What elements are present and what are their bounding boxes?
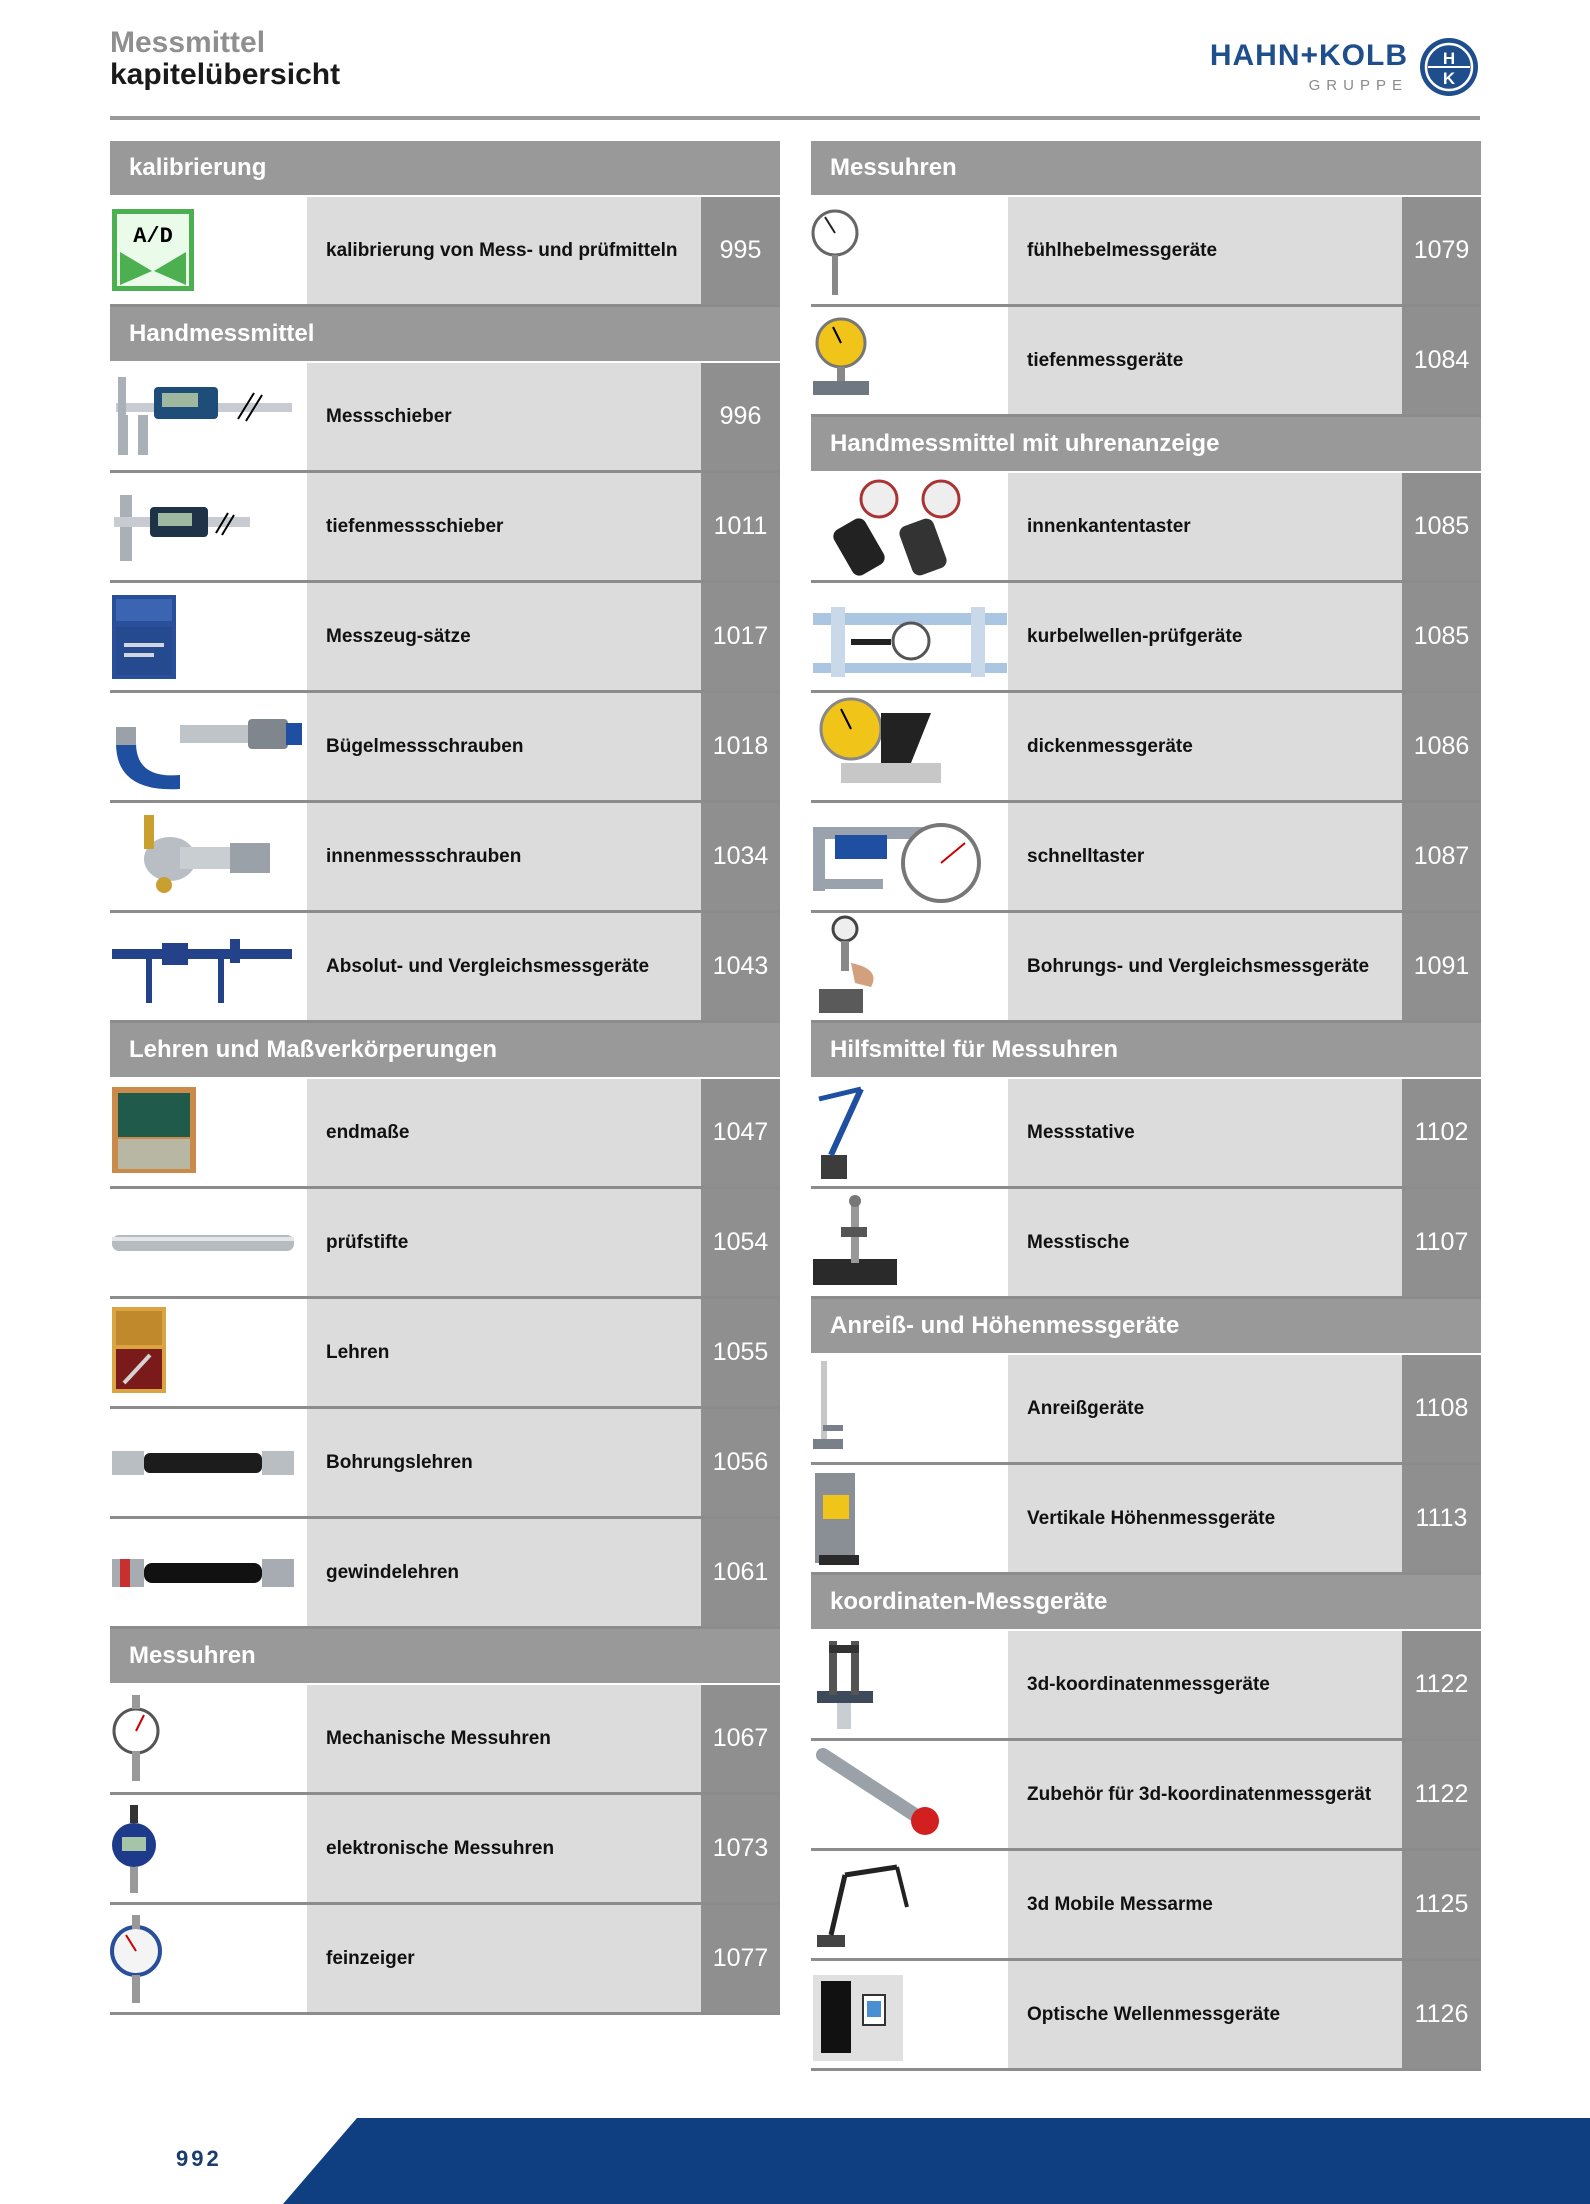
brand-logo [1210,34,1480,100]
section-header: Lehren und Maßverkörperungen [110,1023,780,1077]
entry-page-number[interactable]: 1122 [1402,1631,1481,1738]
entry-label[interactable]: feinzeiger [307,1905,701,2012]
catalog-entry[interactable] [110,693,780,803]
entry-label[interactable]: tiefenmessschieber [307,473,701,580]
measuring-table-icon [811,1189,1008,1296]
cmm-machine-icon [811,1631,1008,1738]
catalog-entry[interactable] [811,1631,1481,1741]
entry-label[interactable]: fühlhebelmessgeräte [1008,197,1402,304]
right-column [811,141,1481,2071]
hk-logo-icon [1418,36,1480,98]
product-image [110,1905,307,2012]
thread-gauge-icon [110,1519,307,1626]
product-image [811,1631,1008,1738]
entry-page-number[interactable]: 1125 [1402,1851,1481,1958]
entry-page-number[interactable]: 1043 [701,913,780,1020]
entry-label[interactable]: 3d-koordinatenmessgeräte [1008,1631,1402,1738]
entry-page-number[interactable]: 1047 [701,1079,780,1186]
micrometer-icon [110,693,307,800]
precision-indicator-icon [110,1905,307,2012]
catalog-entry[interactable] [811,583,1481,693]
calibration-ad-icon [110,197,307,304]
thickness-gauge-icon [811,693,1008,800]
product-image [811,1465,1008,1572]
depth-gauge-icon [811,307,1008,414]
catalog-entry[interactable] [110,1685,780,1795]
footer-bar [0,2118,1590,2204]
catalog-entry[interactable] [811,1961,1481,2071]
entry-label[interactable]: Messstative [1008,1079,1402,1186]
product-image [110,197,307,304]
section-header: Handmessmittel [110,307,780,361]
catalog-entry[interactable] [811,197,1481,307]
entry-label[interactable]: Messzeug-sätze [307,583,701,690]
caliper-icon [110,363,307,470]
catalog-entry[interactable] [110,1079,780,1189]
catalog-entry[interactable] [110,1795,780,1905]
chapter-title-line2: kapitelübersicht [110,58,341,91]
entry-page-number[interactable]: 1034 [701,803,780,910]
gauge-box-icon [110,1299,307,1406]
optical-shaft-gauge-icon [811,1961,1008,2068]
entry-label[interactable]: Bügelmessschrauben [307,693,701,800]
section-header: Messuhren [110,1629,780,1683]
inside-micrometer-icon [110,803,307,910]
catalog-entry[interactable] [811,1189,1481,1299]
chapter-title [110,28,340,90]
entry-page-number[interactable]: 1061 [701,1519,780,1626]
product-image [110,583,307,690]
entry-page-number[interactable]: 996 [701,363,780,470]
chapter-title-line1: Messmittel [110,26,266,59]
entry-label[interactable]: Lehren [307,1299,701,1406]
entry-label[interactable]: Messtische [1008,1189,1402,1296]
entry-label[interactable]: gewindelehren [307,1519,701,1626]
entry-label[interactable]: Bohrungs- und Vergleichsmessgeräte [1008,913,1402,1020]
entry-page-number[interactable]: 1073 [701,1795,780,1902]
product-image [811,1851,1008,1958]
brand-logo-text: HAHN+KOLB [1209,38,1408,72]
entry-page-number[interactable]: 1085 [1402,583,1481,690]
product-image [110,1795,307,1902]
entry-page-number[interactable]: 1017 [701,583,780,690]
entry-label[interactable]: Anreißgeräte [1008,1355,1402,1462]
catalog-entry[interactable] [811,473,1481,583]
dial-caliper-gauge-icon [811,803,1008,910]
catalog-entry[interactable] [110,1905,780,2015]
product-image [811,693,1008,800]
entry-page-number[interactable]: 1084 [1402,307,1481,414]
product-image [811,473,1008,580]
product-image [110,473,307,580]
entry-label[interactable]: Absolut- und Vergleichsmessgeräte [307,913,701,1020]
gauge-block-set-icon [110,1079,307,1186]
section-header: Messuhren [811,141,1481,195]
svg-text:K: K [1442,69,1456,88]
entry-page-number[interactable]: 1126 [1402,1961,1481,2068]
catalog-entry[interactable] [110,363,780,473]
entry-page-number[interactable]: 1055 [701,1299,780,1406]
product-image [110,1519,307,1626]
section-header: Hilfsmittel für Messuhren [811,1023,1481,1077]
bore-gauge-icon [811,913,1008,1020]
product-image [811,913,1008,1020]
entry-page-number[interactable]: 1056 [701,1409,780,1516]
catalog-entry[interactable] [811,1079,1481,1189]
product-image [811,1355,1008,1462]
catalog-entry[interactable] [811,1465,1481,1575]
catalog-entry[interactable] [110,1299,780,1409]
entry-page-number[interactable]: 1108 [1402,1355,1481,1462]
entry-page-number[interactable]: 995 [701,197,780,304]
entry-page-number[interactable]: 1079 [1402,197,1481,304]
catalog-entry[interactable] [110,583,780,693]
entry-label[interactable]: Vertikale Höhenmessgeräte [1008,1465,1402,1572]
entry-page-number[interactable]: 1018 [701,693,780,800]
entry-label[interactable]: Messschieber [307,363,701,470]
dial-indicator-icon [110,1685,307,1792]
left-column [110,141,780,2015]
height-scriber-icon [811,1355,1008,1462]
entry-label[interactable]: elektronische Messuhren [307,1795,701,1902]
catalog-entry[interactable] [110,1189,780,1299]
product-image [811,197,1008,304]
catalog-entry[interactable] [110,803,780,913]
depth-caliper-icon [110,473,307,580]
product-image [110,1079,307,1186]
brand-logo-subtext: GRUPPE [1308,76,1408,94]
product-image [811,583,1008,690]
entry-page-number[interactable]: 1011 [701,473,780,580]
digital-indicator-icon [110,1795,307,1902]
product-image [110,1685,307,1792]
comparator-gauge-icon [110,913,307,1020]
entry-page-number[interactable]: 1102 [1402,1079,1481,1186]
product-image [110,693,307,800]
product-image [811,1079,1008,1186]
entry-page-number[interactable]: 1086 [1402,693,1481,800]
catalog-entry[interactable] [110,1409,780,1519]
svg-text:A/D: A/D [133,224,173,249]
measuring-arm-icon [811,1851,1008,1958]
magnetic-stand-icon [811,1079,1008,1186]
entry-label[interactable]: prüfstifte [307,1189,701,1296]
entry-label[interactable]: innenmessschrauben [307,803,701,910]
entry-label[interactable]: tiefenmessgeräte [1008,307,1402,414]
svg-text:H: H [1442,49,1456,68]
entry-page-number[interactable]: 1077 [701,1905,780,2012]
entry-page-number[interactable]: 1113 [1402,1465,1481,1572]
catalog-entry[interactable] [811,1851,1481,1961]
header-divider [110,116,1480,120]
catalog-entry[interactable] [811,913,1481,1023]
entry-page-number[interactable]: 1054 [701,1189,780,1296]
product-image [811,1741,1008,1848]
catalog-entry[interactable] [811,693,1481,803]
product-image [110,1189,307,1296]
entry-label[interactable]: schnelltaster [1008,803,1402,910]
inside-caliper-gauge-icon [811,473,1008,580]
entry-page-number[interactable]: 1067 [701,1685,780,1792]
probe-stylus-icon [811,1741,1008,1848]
plug-gauge-icon [110,1409,307,1516]
product-image [811,803,1008,910]
section-header: Handmessmittel mit uhrenanzeige [811,417,1481,471]
entry-label[interactable]: innenkantentaster [1008,473,1402,580]
entry-page-number[interactable]: 1091 [1402,913,1481,1020]
entry-label[interactable]: endmaße [307,1079,701,1186]
product-image [110,913,307,1020]
lever-indicator-icon [811,197,1008,304]
entry-label[interactable]: Mechanische Messuhren [307,1685,701,1792]
entry-label[interactable]: Optische Wellenmessgeräte [1008,1961,1402,2068]
product-image [811,1189,1008,1296]
entry-label[interactable]: Bohrungslehren [307,1409,701,1516]
catalog-entry[interactable] [110,473,780,583]
entry-label[interactable]: Zubehör für 3d-koordinatenmessgerät [1008,1741,1402,1848]
section-header: Anreiß- und Höhenmessgeräte [811,1299,1481,1353]
product-image [110,363,307,470]
entry-page-number[interactable]: 1122 [1402,1741,1481,1848]
catalog-entry[interactable] [110,913,780,1023]
catalog-entry[interactable] [110,1519,780,1629]
catalog-entry[interactable] [811,1741,1481,1851]
catalog-entry[interactable] [811,1355,1481,1465]
entry-label[interactable]: dickenmessgeräte [1008,693,1402,800]
product-image [110,1299,307,1406]
entry-page-number[interactable]: 1107 [1402,1189,1481,1296]
product-image [811,307,1008,414]
section-header: koordinaten-Messgeräte [811,1575,1481,1629]
entry-page-number[interactable]: 1085 [1402,473,1481,580]
entry-label[interactable]: kalibrierung von Mess- und prüfmitteln [307,197,701,304]
product-image [110,803,307,910]
catalog-entry[interactable] [811,803,1481,913]
product-image [110,1409,307,1516]
height-gauge-icon [811,1465,1008,1572]
page-number: 992 [176,2146,222,2171]
entry-label[interactable]: 3d Mobile Messarme [1008,1851,1402,1958]
product-image [811,1961,1008,2068]
catalog-entry[interactable] [110,197,780,307]
pin-gauge-icon [110,1189,307,1296]
tool-set-case-icon [110,583,307,690]
entry-label[interactable]: kurbelwellen-prüfgeräte [1008,583,1402,690]
section-header: kalibrierung [110,141,780,195]
entry-page-number[interactable]: 1087 [1402,803,1481,910]
catalog-entry[interactable] [811,307,1481,417]
crankshaft-gauge-icon [811,583,1008,690]
